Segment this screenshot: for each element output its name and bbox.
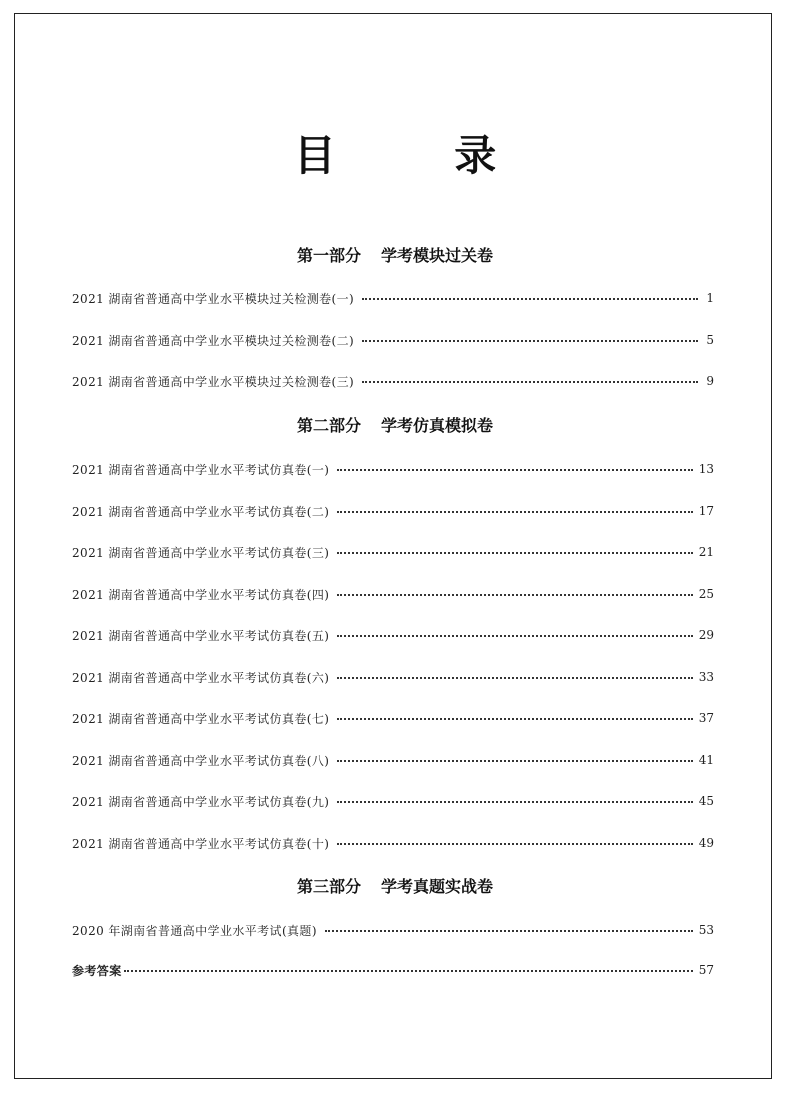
toc-entry-label: 2021 湖南省普通高中学业水平考试仿真卷(四) xyxy=(72,587,330,602)
toc-entry-label: 参考答案 xyxy=(72,963,122,978)
toc-entry-page: 5 xyxy=(706,333,714,347)
toc-entry[interactable] xyxy=(72,833,714,853)
dot-leader xyxy=(362,298,698,300)
toc-entry-page: 1 xyxy=(706,291,714,305)
toc-entry[interactable] xyxy=(72,667,714,687)
toc-entry-page: 53 xyxy=(698,923,714,937)
toc-entry-page: 41 xyxy=(698,753,714,767)
dot-leader xyxy=(337,511,692,513)
dot-leader xyxy=(337,677,692,679)
toc-entry[interactable] xyxy=(72,501,714,521)
toc-entry[interactable] xyxy=(72,584,714,604)
toc-entry[interactable] xyxy=(72,542,714,562)
toc-entry-page: 17 xyxy=(698,504,714,518)
toc-entry-label: 2021 湖南省普通高中学业水平考试仿真卷(一) xyxy=(72,462,330,477)
dot-leader xyxy=(337,760,692,762)
toc-entry-page: 13 xyxy=(698,462,714,476)
dot-leader xyxy=(337,843,692,845)
section-part-label: 第二部分 xyxy=(296,416,361,435)
toc-entry-page: 33 xyxy=(698,670,714,684)
toc-entry-page: 49 xyxy=(698,836,714,850)
toc-entry[interactable] xyxy=(72,791,714,811)
toc-entry[interactable] xyxy=(72,330,714,350)
toc-entry-label: 2021 湖南省普通高中学业水平考试仿真卷(七) xyxy=(72,711,330,726)
dot-leader xyxy=(337,718,692,720)
toc-entry-page: 25 xyxy=(698,587,714,601)
dot-leader xyxy=(337,552,692,554)
section-name: 学考模块过关卷 xyxy=(381,246,494,265)
toc-entry-label: 2020 年湖南省普通高中学业水平考试(真题) xyxy=(72,923,317,938)
toc-entry[interactable] xyxy=(72,288,714,308)
toc-entry-label: 2021 湖南省普通高中学业水平模块过关检测卷(二) xyxy=(72,333,355,348)
toc-entry-page: 45 xyxy=(698,794,714,808)
toc-entry-label: 2021 湖南省普通高中学业水平模块过关检测卷(三) xyxy=(72,374,355,389)
toc-entry-label: 2021 湖南省普通高中学业水平考试仿真卷(十) xyxy=(72,836,330,851)
toc-entry-label: 2021 湖南省普通高中学业水平模块过关检测卷(一) xyxy=(72,291,355,306)
section-part-label: 第一部分 xyxy=(296,246,361,265)
section-heading-3 xyxy=(0,876,790,898)
toc-entry-page: 9 xyxy=(706,374,714,388)
section-name: 学考仿真模拟卷 xyxy=(381,416,494,435)
dot-leader xyxy=(337,469,692,471)
toc-entry-label: 2021 湖南省普通高中学业水平考试仿真卷(二) xyxy=(72,504,330,519)
toc-entry[interactable] xyxy=(72,371,714,391)
section-name: 学考真题实战卷 xyxy=(381,877,494,896)
toc-entry[interactable] xyxy=(72,920,714,940)
dot-leader xyxy=(124,970,693,972)
toc-entry-page: 37 xyxy=(698,711,714,725)
toc-entry[interactable] xyxy=(72,708,714,728)
toc-entry-label: 2021 湖南省普通高中学业水平考试仿真卷(六) xyxy=(72,670,330,685)
toc-entry-label: 2021 湖南省普通高中学业水平考试仿真卷(五) xyxy=(72,628,330,643)
toc-entry[interactable] xyxy=(72,459,714,479)
toc-entry[interactable] xyxy=(72,625,714,645)
dot-leader xyxy=(337,635,692,637)
toc-entry-page: 29 xyxy=(698,628,714,642)
section-part-label: 第三部分 xyxy=(296,877,361,896)
dot-leader xyxy=(325,930,693,932)
section-heading-2 xyxy=(0,415,790,437)
dot-leader xyxy=(337,594,692,596)
section-heading-1 xyxy=(0,245,790,267)
page-title: 目 录 xyxy=(293,131,549,180)
toc-entry-label: 2021 湖南省普通高中学业水平考试仿真卷(三) xyxy=(72,545,330,560)
toc-entry[interactable] xyxy=(72,750,714,770)
dot-leader xyxy=(337,801,692,803)
toc-entry-page: 21 xyxy=(698,545,714,559)
toc-entry-label: 2021 湖南省普通高中学业水平考试仿真卷(九) xyxy=(72,794,330,809)
toc-entry-answers[interactable] xyxy=(72,960,714,980)
dot-leader xyxy=(362,340,698,342)
toc-entry-page: 57 xyxy=(698,963,714,977)
toc-entry-label: 2021 湖南省普通高中学业水平考试仿真卷(八) xyxy=(72,753,330,768)
dot-leader xyxy=(362,381,698,383)
